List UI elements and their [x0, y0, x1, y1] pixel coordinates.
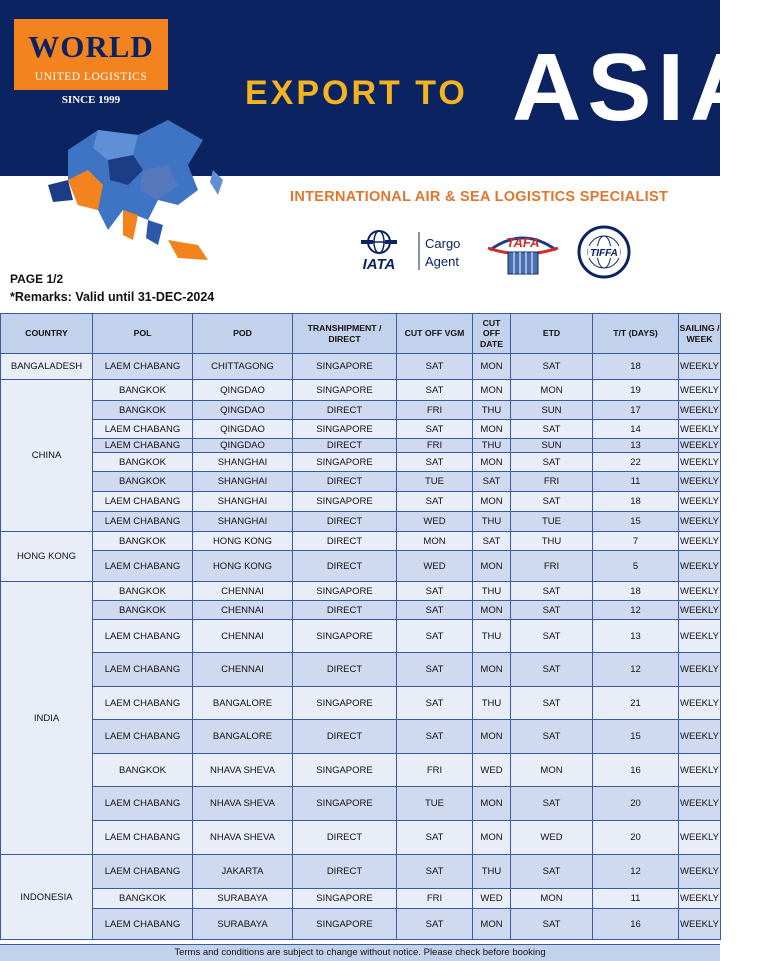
pol-cell: LAEM CHABANG [93, 354, 193, 380]
cut-off-date-cell: MON [473, 787, 511, 821]
etd-cell: FRI [511, 472, 593, 492]
iata-agent-label: Agent [425, 254, 459, 269]
pol-cell: LAEM CHABANG [93, 420, 193, 439]
table-row [1, 492, 721, 512]
pod-cell: NHAVA SHEVA [193, 754, 293, 787]
pod-cell: SURABAYA [193, 889, 293, 909]
etd-cell: FRI [511, 551, 593, 582]
cut-off-vgm-cell: SAT [397, 492, 473, 512]
transhipment-cell: DIRECT [293, 855, 397, 889]
pod-cell: HONG KONG [193, 551, 293, 582]
etd-cell: SAT [511, 909, 593, 940]
pol-cell: LAEM CHABANG [93, 492, 193, 512]
tafa-logo [484, 228, 562, 278]
sailing-cell: WEEKLY [679, 472, 721, 492]
transhipment-cell: DIRECT [293, 720, 397, 754]
transhipment-cell: DIRECT [293, 653, 397, 687]
transit-days-cell: 22 [593, 453, 679, 472]
cut-off-date-cell: THU [473, 582, 511, 601]
etd-cell: SUN [511, 401, 593, 420]
transit-days-cell: 7 [593, 532, 679, 551]
transit-days-cell: 18 [593, 582, 679, 601]
transhipment-cell: DIRECT [293, 821, 397, 855]
table-row [1, 532, 721, 551]
transhipment-cell: SINGAPORE [293, 787, 397, 821]
cut-off-date-cell: MON [473, 821, 511, 855]
cut-off-vgm-cell: FRI [397, 889, 473, 909]
pod-cell: BANGALORE [193, 720, 293, 754]
cut-off-date-cell: THU [473, 439, 511, 453]
pol-cell: BANGKOK [93, 889, 193, 909]
transhipment-cell: SINGAPORE [293, 620, 397, 653]
sailing-cell: WEEKLY [679, 492, 721, 512]
transhipment-cell: DIRECT [293, 512, 397, 532]
table-row [1, 420, 721, 439]
sailing-cell: WEEKLY [680, 440, 719, 451]
pol-cell: BANGKOK [93, 532, 193, 551]
table-row [1, 472, 721, 492]
col-header-transhipment: TRANSHIPMENT / DIRECT [293, 314, 397, 354]
pod-cell: CHITTAGONG [193, 354, 293, 380]
cut-off-date-cell: THU [473, 855, 511, 889]
etd-cell: MON [511, 889, 593, 909]
iata-cargo-agent-logo [357, 226, 469, 274]
table-row [1, 720, 721, 754]
table-row [1, 787, 721, 821]
etd-cell: SAT [511, 420, 593, 439]
destination-heading: ASIA [512, 34, 765, 141]
cut-off-date-cell: THU [473, 512, 511, 532]
pod-cell: QINGDAO [193, 439, 293, 453]
sailing-cell: WEEKLY [679, 532, 721, 551]
pol-cell: LAEM CHABANG [93, 687, 193, 720]
pod-cell: CHENNAI [193, 582, 293, 601]
iata-name: IATA [362, 256, 396, 273]
cut-off-date-cell: MON [473, 601, 511, 620]
cut-off-vgm-cell: SAT [397, 453, 473, 472]
cut-off-vgm-cell: SAT [397, 380, 473, 401]
table-row [1, 889, 721, 909]
pol-cell: LAEM CHABANG [93, 512, 193, 532]
table-row [1, 439, 721, 453]
col-header-cut-off-vgm: CUT OFF VGM [397, 314, 473, 354]
tiffa-logo [576, 224, 632, 280]
cut-off-date-cell: THU [473, 620, 511, 653]
pod-cell: QINGDAO [193, 380, 293, 401]
sailing-cell: WEEKLY [679, 653, 721, 687]
country-cell: CHINA [1, 380, 93, 532]
transhipment-cell: DIRECT [293, 551, 397, 582]
terms-footer: Terms and conditions are subject to change without notice. Please check before booking [0, 944, 720, 961]
pod-cell: SHANGHAI [193, 492, 293, 512]
pod-cell: HONG KONG [193, 532, 293, 551]
transhipment-cell: SINGAPORE [293, 582, 397, 601]
cut-off-vgm-cell: SAT [397, 420, 473, 439]
transhipment-cell: DIRECT [293, 532, 397, 551]
sailing-cell: WEEKLY [679, 787, 721, 821]
col-header-sailing: SAILING / WEEK [679, 314, 721, 354]
transit-days-cell: 13 [593, 620, 679, 653]
pol-cell: LAEM CHABANG [93, 720, 193, 754]
export-to-heading: EXPORT TO [245, 74, 468, 112]
cut-off-date-cell: SAT [473, 532, 511, 551]
cut-off-date-cell: MON [473, 653, 511, 687]
sailing-cell: WEEKLY [679, 821, 721, 855]
validity-remarks: *Remarks: Valid until 31-DEC-2024 [10, 290, 215, 304]
etd-cell: WED [511, 821, 593, 855]
pod-cell: JAKARTA [193, 855, 293, 889]
cut-off-date-cell: WED [473, 889, 511, 909]
sailing-cell: WEEKLY [679, 754, 721, 787]
sailing-cell: WEEKLY [679, 601, 721, 620]
transit-days-cell: 19 [593, 380, 679, 401]
transhipment-cell: DIRECT [293, 472, 397, 492]
pod-cell: NHAVA SHEVA [193, 787, 293, 821]
cut-off-date-cell: MON [473, 380, 511, 401]
pod-cell: SHANGHAI [193, 453, 293, 472]
sailing-cell: WEEKLY [679, 551, 721, 582]
transhipment-cell: SINGAPORE [293, 687, 397, 720]
transit-days-cell: 15 [593, 512, 679, 532]
page-indicator: PAGE 1/2 [10, 272, 64, 286]
etd-cell: MON [511, 380, 593, 401]
pod-cell: NHAVA SHEVA [193, 821, 293, 855]
cut-off-date-cell: MON [473, 420, 511, 439]
pod-cell: QINGDAO [193, 401, 293, 420]
cut-off-vgm-cell: MON [397, 532, 473, 551]
cut-off-vgm-cell: SAT [397, 601, 473, 620]
table-row [1, 601, 721, 620]
pod-cell: QINGDAO [193, 420, 293, 439]
transit-days-cell: 21 [593, 687, 679, 720]
etd-cell: SAT [511, 720, 593, 754]
asia-map-icon [28, 110, 238, 285]
table-row [1, 653, 721, 687]
pol-cell: BANGKOK [93, 401, 193, 420]
transhipment-cell: DIRECT [293, 401, 397, 420]
table-row [1, 821, 721, 855]
sailing-schedule-table [0, 313, 721, 940]
table-row [1, 620, 721, 653]
pod-cell: BANGALORE [193, 687, 293, 720]
etd-cell: TUE [511, 512, 593, 532]
cut-off-vgm-cell: SAT [397, 354, 473, 380]
cut-off-date-cell: SAT [473, 472, 511, 492]
etd-cell: MON [511, 754, 593, 787]
pol-cell: BANGKOK [93, 582, 193, 601]
table-body [1, 354, 721, 940]
etd-cell: THU [511, 532, 593, 551]
pod-cell: CHENNAI [193, 601, 293, 620]
pol-cell: LAEM CHABANG [93, 909, 193, 940]
cut-off-vgm-cell: FRI [397, 401, 473, 420]
pol-cell: BANGKOK [93, 380, 193, 401]
etd-cell: SAT [511, 582, 593, 601]
cut-off-vgm-cell: SAT [397, 821, 473, 855]
transhipment-cell: SINGAPORE [293, 492, 397, 512]
pod-cell: SURABAYA [193, 909, 293, 940]
sailing-cell: WEEKLY [679, 380, 721, 401]
country-cell: INDONESIA [1, 855, 93, 940]
etd-cell: SAT [511, 653, 593, 687]
transhipment-cell: SINGAPORE [293, 354, 397, 380]
pol-cell: BANGKOK [93, 453, 193, 472]
cut-off-vgm-cell: SAT [397, 855, 473, 889]
etd-cell: SAT [511, 687, 593, 720]
country-cell: HONG KONG [1, 532, 93, 582]
cut-off-date-cell: THU [473, 401, 511, 420]
cut-off-vgm-cell: SAT [397, 687, 473, 720]
cut-off-vgm-cell: TUE [397, 472, 473, 492]
col-header-country: COUNTRY [1, 314, 93, 354]
transit-days-cell: 20 [593, 821, 679, 855]
transhipment-cell: SINGAPORE [293, 909, 397, 940]
pol-cell: BANGKOK [93, 601, 193, 620]
sailing-cell: WEEKLY [679, 453, 721, 472]
cut-off-date-cell: MON [473, 551, 511, 582]
etd-cell: SAT [511, 620, 593, 653]
col-header-pod: POD [193, 314, 293, 354]
sailing-cell: WEEKLY [679, 687, 721, 720]
transit-days-cell: 17 [593, 401, 679, 420]
transit-days-cell: 16 [593, 909, 679, 940]
cut-off-vgm-cell: SAT [397, 909, 473, 940]
col-header-cut-off-date: CUT OFF DATE [473, 314, 511, 354]
sailing-cell: WEEKLY [679, 354, 721, 380]
etd-cell: SAT [511, 453, 593, 472]
sailing-cell: WEEKLY [679, 401, 721, 420]
table-row [1, 453, 721, 472]
cut-off-vgm-cell: FRI [397, 439, 473, 453]
transit-days-cell: 12 [593, 653, 679, 687]
transhipment-cell: SINGAPORE [293, 889, 397, 909]
transit-days-cell: 16 [593, 754, 679, 787]
sailing-cell: WEEKLY [679, 720, 721, 754]
table-row [1, 909, 721, 940]
cut-off-date-cell: MON [473, 720, 511, 754]
sailing-cell: WEEKLY [679, 855, 721, 889]
cut-off-date-cell: WED [473, 754, 511, 787]
transhipment-cell: SINGAPORE [293, 754, 397, 787]
company-logo [14, 19, 168, 90]
transit-days-cell: 12 [593, 601, 679, 620]
pod-cell: SHANGHAI [193, 472, 293, 492]
transit-days-cell: 18 [593, 354, 679, 380]
country-cell: INDIA [1, 582, 93, 855]
sailing-cell: WEEKLY [679, 620, 721, 653]
pol-cell: LAEM CHABANG [93, 855, 193, 889]
table-row [1, 855, 721, 889]
transhipment-cell: SINGAPORE [293, 453, 397, 472]
transit-days-cell: 5 [593, 551, 679, 582]
cut-off-vgm-cell: SAT [397, 620, 473, 653]
table-row [1, 687, 721, 720]
transit-days-cell: 12 [593, 855, 679, 889]
tafa-label: TAFA [506, 235, 540, 250]
cut-off-vgm-cell: FRI [397, 754, 473, 787]
etd-cell: SUN [511, 439, 593, 453]
col-header-transit-time: T/T (DAYS) [593, 314, 679, 354]
sailing-cell: WEEKLY [679, 909, 721, 940]
transhipment-cell: DIRECT [293, 439, 397, 453]
iata-globe-icon [361, 231, 397, 253]
tiffa-label: TIFFA [590, 248, 618, 259]
pod-cell: CHENNAI [193, 653, 293, 687]
col-header-pol: POL [93, 314, 193, 354]
pol-cell: LAEM CHABANG [93, 653, 193, 687]
transhipment-cell: SINGAPORE [293, 420, 397, 439]
etd-cell: SAT [511, 855, 593, 889]
sailing-cell: WEEKLY [679, 420, 721, 439]
cut-off-vgm-cell: SAT [397, 720, 473, 754]
pol-cell: BANGKOK [93, 754, 193, 787]
logo-wordmark: WORLD [28, 29, 154, 64]
cut-off-date-cell: MON [473, 354, 511, 380]
etd-cell: SAT [511, 492, 593, 512]
table-row [1, 582, 721, 601]
etd-cell: SAT [511, 354, 593, 380]
pol-cell: LAEM CHABANG [93, 821, 193, 855]
cut-off-vgm-cell: TUE [397, 787, 473, 821]
cut-off-date-cell: MON [473, 492, 511, 512]
logo-subtitle: UNITED LOGISTICS [34, 71, 148, 83]
sailing-cell: WEEKLY [679, 512, 721, 532]
table-row [1, 401, 721, 420]
cut-off-vgm-cell: SAT [397, 653, 473, 687]
cut-off-date-cell: THU [473, 687, 511, 720]
cut-off-vgm-cell: SAT [397, 582, 473, 601]
pod-cell: CHENNAI [193, 620, 293, 653]
transit-days-cell: 11 [593, 889, 679, 909]
table-header-row [1, 314, 721, 354]
table-row [1, 512, 721, 532]
transit-days-cell: 13 [593, 439, 679, 453]
iata-cargo-label: Cargo [425, 236, 461, 251]
pol-cell: BANGKOK [93, 472, 193, 492]
transit-days-cell: 11 [593, 472, 679, 492]
transit-days-cell: 20 [593, 787, 679, 821]
pod-cell: SHANGHAI [193, 512, 293, 532]
etd-cell: SAT [511, 787, 593, 821]
pol-cell: LAEM CHABANG [93, 620, 193, 653]
table-row [1, 551, 721, 582]
transit-days-cell: 18 [593, 492, 679, 512]
country-cell: BANGALADESH [1, 354, 93, 380]
cut-off-vgm-cell: WED [397, 512, 473, 532]
transhipment-cell: DIRECT [293, 601, 397, 620]
transit-days-cell: 15 [593, 720, 679, 754]
cut-off-date-cell: MON [473, 909, 511, 940]
pol-cell: LAEM CHABANG [93, 551, 193, 582]
company-tagline: INTERNATIONAL AIR & SEA LOGISTICS SPECIALIST [290, 189, 669, 205]
table-row [1, 754, 721, 787]
logo-since: SINCE 1999 [61, 94, 121, 106]
transit-days-cell: 14 [593, 420, 679, 439]
col-header-etd: ETD [511, 314, 593, 354]
table-row [1, 354, 721, 380]
pol-cell: LAEM CHABANG [93, 787, 193, 821]
cut-off-date-cell: MON [473, 453, 511, 472]
pol-cell: LAEM CHABANG [93, 439, 193, 453]
transhipment-cell: SINGAPORE [293, 380, 397, 401]
etd-cell: SAT [511, 601, 593, 620]
table-row [1, 380, 721, 401]
sailing-cell: WEEKLY [679, 889, 721, 909]
sailing-cell: WEEKLY [679, 582, 721, 601]
cut-off-vgm-cell: WED [397, 551, 473, 582]
